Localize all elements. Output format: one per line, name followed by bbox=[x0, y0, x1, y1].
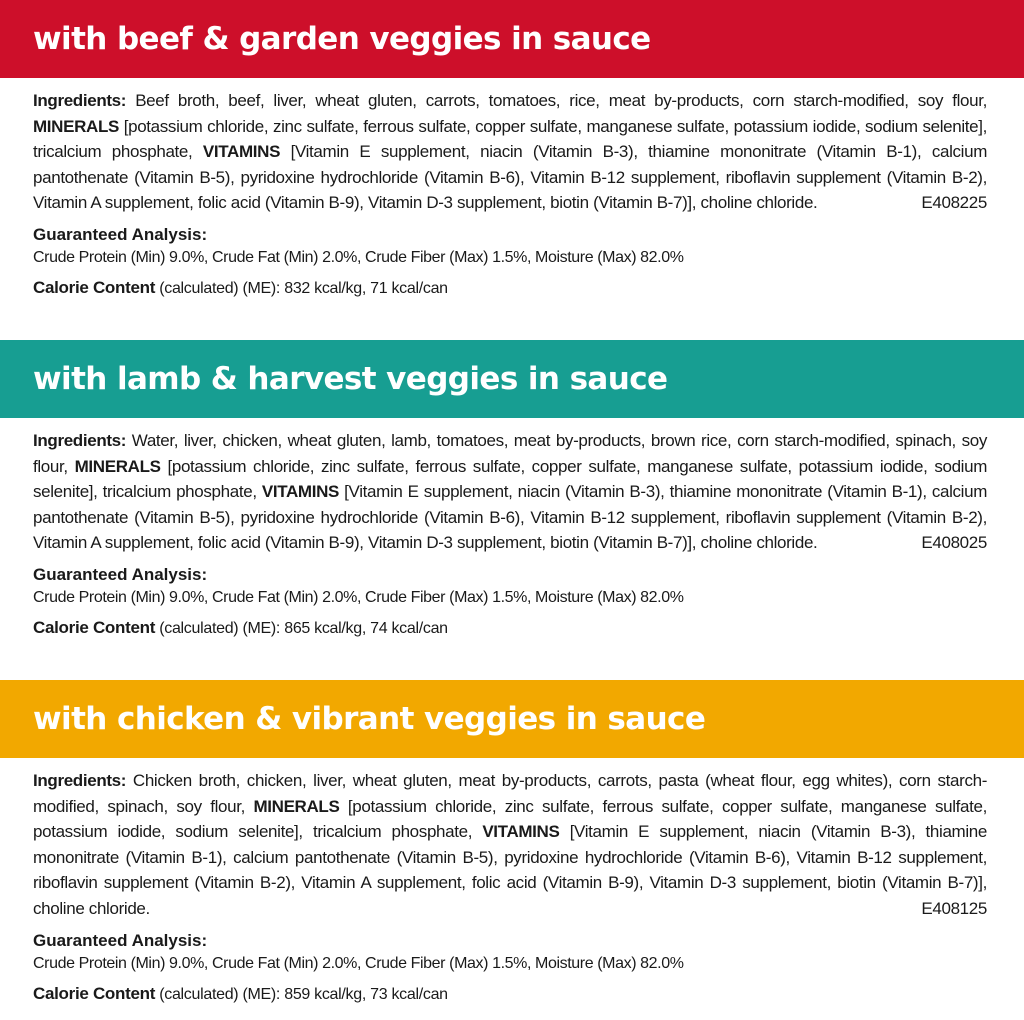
chicken-section-title: with chicken & vibrant veggies in sauce bbox=[33, 701, 706, 737]
minerals-text: [potassium chloride, zinc sulfate, ferrous sulfate, copper sulfate, manganese sulfate, potassium iodide, sodium selenite], tricalcium phosphate, bbox=[33, 796, 987, 842]
product-code: E408125 bbox=[921, 898, 987, 918]
vitamins-text: [Vitamin E supplement, niacin (Vitamin B-3), thiamine mononitrate (Vitamin B-1), calcium pantothenate (Vitamin B-5), pyridoxine hydrochloride (Vitamin B-6), Vitamin B-12 supplement, riboflavin supplement (Vitamin B-2), Vitamin A supplement, folic acid (Vitamin B-9), Vitamin D-3 supplement, biotin (Vitamin B-7)], choline chloride. bbox=[33, 822, 988, 918]
guaranteed-analysis-text: Crude Protein (Min) 9.0%, Crude Fat (Min) 2.0%, Crude Fiber (Max) 1.5%, Moisture (Max) 82.0% bbox=[33, 588, 684, 606]
minerals-text: [potassium chloride, zinc sulfate, ferrous sulfate, copper sulfate, manganese sulfate, potassium iodide, sodium selenite], tricalcium phosphate, bbox=[33, 456, 988, 502]
chicken-ingredients bbox=[33, 768, 987, 922]
chicken-section-content bbox=[0, 758, 1024, 1020]
beef-section-title: with beef & garden veggies in sauce bbox=[33, 21, 651, 57]
vitamins-label: VITAMINS bbox=[261, 482, 340, 502]
vitamins-label: VITAMINS bbox=[202, 142, 281, 162]
guaranteed-analysis-heading: Guaranteed Analysis: bbox=[33, 930, 208, 950]
ingredients-text: Chicken broth, chicken, liver, wheat gluten, meat by-products, carrots, pasta (wheat flour, egg whites), corn starch-modified, spinach, soy flour, bbox=[33, 771, 988, 816]
ingredients-label: Ingredients: bbox=[33, 91, 127, 110]
guaranteed-analysis-heading: Guaranteed Analysis: bbox=[33, 564, 208, 584]
calorie-content-label: Calorie Content bbox=[33, 277, 156, 297]
lamb-section-title: with lamb & harvest veggies in sauce bbox=[33, 361, 668, 397]
minerals-label: MINERALS bbox=[253, 796, 340, 816]
calorie-content-label: Calorie Content bbox=[33, 617, 156, 637]
calorie-content bbox=[33, 982, 987, 1007]
calorie-content-value: (calculated) (ME): 859 kcal/kg, 73 kcal/can bbox=[159, 985, 448, 1003]
ingredients-label: Ingredients: bbox=[33, 771, 127, 790]
guaranteed-analysis-text: Crude Protein (Min) 9.0%, Crude Fat (Min) 2.0%, Crude Fiber (Max) 1.5%, Moisture (Max) 82.0% bbox=[33, 954, 684, 972]
chicken-header-band bbox=[0, 680, 1024, 758]
product-code: E408225 bbox=[921, 193, 987, 213]
ingredients-text: Water, liver, chicken, wheat gluten, lamb, tomatoes, meat by-products, brown rice, corn starch-modified, spinach, soy flour, bbox=[33, 431, 987, 476]
calorie-content-value: (calculated) (ME): 865 kcal/kg, 74 kcal/can bbox=[159, 619, 448, 637]
calorie-content bbox=[33, 276, 987, 301]
beef-header-band bbox=[0, 0, 1024, 78]
calorie-content-label: Calorie Content bbox=[33, 983, 156, 1003]
guaranteed-analysis-heading: Guaranteed Analysis: bbox=[33, 224, 208, 244]
ingredients-label: Ingredients: bbox=[33, 431, 127, 450]
lamb-section-content bbox=[0, 418, 1024, 680]
ingredients-text: Beef broth, beef, liver, wheat gluten, carrots, tomatoes, rice, meat by-products, corn starch-modified, soy flour, bbox=[135, 91, 988, 110]
calorie-content-value: (calculated) (ME): 832 kcal/kg, 71 kcal/can bbox=[159, 279, 448, 297]
guaranteed-analysis-text: Crude Protein (Min) 9.0%, Crude Fat (Min) 2.0%, Crude Fiber (Max) 1.5%, Moisture (Max) 82.0% bbox=[33, 248, 684, 266]
beef-ingredients bbox=[33, 88, 987, 216]
product-code: E408025 bbox=[921, 533, 987, 553]
calorie-content bbox=[33, 616, 987, 641]
beef-section-content bbox=[0, 78, 1024, 340]
vitamins-text: [Vitamin E supplement, niacin (Vitamin B-3), thiamine mononitrate (Vitamin B-1), calcium pantothenate (Vitamin B-5), pyridoxine hydrochloride (Vitamin B-6), Vitamin B-12 supplement, riboflavin supplement (Vitamin B-2), Vitamin A supplement, folic acid (Vitamin B-9), Vitamin D-3 supplement, biotin (Vitamin B-7)], choline chloride. bbox=[33, 142, 988, 213]
minerals-label: MINERALS bbox=[33, 116, 119, 136]
lamb-header-band bbox=[0, 340, 1024, 418]
vitamins-label: VITAMINS bbox=[482, 822, 560, 842]
vitamins-text: [Vitamin E supplement, niacin (Vitamin B-3), thiamine mononitrate (Vitamin B-1), calcium pantothenate (Vitamin B-5), pyridoxine hydrochloride (Vitamin B-6), Vitamin B-12 supplement, riboflavin supplement (Vitamin B-2), Vitamin A supplement, folic acid (Vitamin B-9), Vitamin D-3 supplement, biotin (Vitamin B-7)], choline chloride. bbox=[33, 482, 988, 553]
minerals-label: MINERALS bbox=[74, 456, 161, 476]
lamb-ingredients bbox=[33, 428, 987, 556]
minerals-text: [potassium chloride, zinc sulfate, ferrous sulfate, copper sulfate, manganese sulfate, potassium iodide, sodium selenite], tricalcium phosphate, bbox=[33, 116, 987, 162]
